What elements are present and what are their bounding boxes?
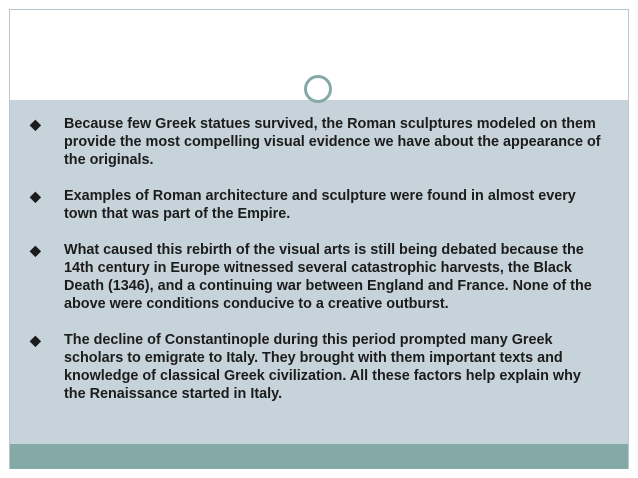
bullet-icon: ◆ <box>30 332 41 348</box>
slide <box>9 9 629 469</box>
bullet-text: The decline of Constantinople during this period prompted many Greek scholars to emigrate to Italy. They brought with them important texts and knowledge of classical Greek civilization. All these factors help explain why the Renaissance started in Italy. <box>64 332 581 402</box>
bullet-text: Examples of Roman architecture and sculpture were found in almost every town that was part of the Empire. <box>64 188 576 222</box>
bullet-text: Because few Greek statues survived, the Roman sculptures modeled on them provide the most compelling visual evidence we have about the appearance of the originals. <box>64 116 601 168</box>
bullet-list <box>24 115 604 421</box>
bullet-item <box>24 187 604 223</box>
bullet-icon: ◆ <box>30 116 41 132</box>
bullet-icon: ◆ <box>30 242 41 258</box>
bullet-text: What caused this rebirth of the visual arts is still being debated because the 14th century in Europe witnessed several catastrophic harvests, the Black Death (1346), and a continuing war between England and France. None of the above were conditions conducive to a creative outburst. <box>64 242 592 312</box>
bullet-item <box>24 331 604 403</box>
footer-band <box>10 444 628 469</box>
bullet-item <box>24 241 604 313</box>
bullet-item <box>24 115 604 169</box>
circle-ornament-icon <box>304 75 332 103</box>
bullet-icon: ◆ <box>30 188 41 204</box>
